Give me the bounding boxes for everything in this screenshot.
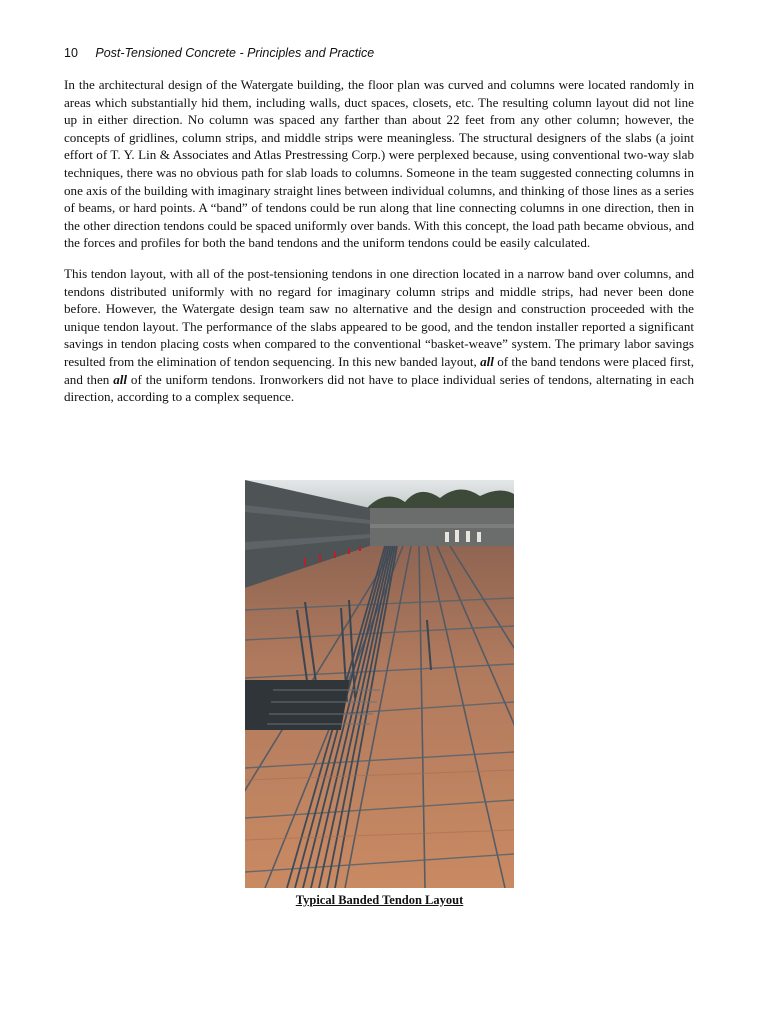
body-text — [64, 76, 694, 419]
paragraph-2: This tendon layout, with all of the post-tensioning tendons in one direction located in a narrow band over columns, and tendons distributed uniformly with no regard for imaginary column strips and middle strips, had never been done before. However, the Watergate design team saw no alternative and the design and construction proceeded with the unique tendon layout. The performance of the slabs appeared to be good, and the tendon installer reported a significant savings in tendon placing costs when compared to the conventional “basket-weave” system. The primary labor savings resulted from the elimination of tendon sequencing. In this new banded layout, all of the band tendons were placed first, and then all of the uniform tendons. Ironworkers did not have to place individual series of tendons, alternating in each direction, according to a complex sequence. — [64, 265, 694, 405]
emphasis-all: all — [113, 371, 128, 387]
paragraph-1: In the architectural design of the Watergate building, the floor plan was curved and columns were located randomly in areas which substantially hid them, including walls, duct spaces, closets, etc. The resulting column layout did not line up in either direction. No column was spaced any farther than about 22 feet from any other column; however, the concepts of gridlines, column strips, and middle strips were meaningless. The structural designers of the slabs (a joint effort of T. Y. Lin & Associates and Atlas Prestressing Corp.) were perplexed because, using conventional two-way slab techniques, there was no obvious path for slab loads to columns. Someone in the team suggested connecting columns in one axis of the building with imaginary straight lines between individual columns, and thinking of those lines as a series of beams, or hard points. A “band” of tendons could be run along that line connecting columns in one direction, then in the other direction tendons could be spaced uniformly over bands. With this concept, the load path became obvious, and the forces and profiles for both the band tendons and the uniform tendons could be easily calculated. — [64, 77, 694, 251]
tendon-layout-photo — [245, 480, 514, 888]
running-header — [64, 46, 374, 60]
book-title: Post-Tensioned Concrete - Principles and Practice — [95, 46, 375, 60]
figure-caption: Typical Banded Tendon Layout — [295, 893, 464, 907]
emphasis-all: all — [480, 353, 494, 369]
page-number: 10 — [64, 46, 78, 60]
